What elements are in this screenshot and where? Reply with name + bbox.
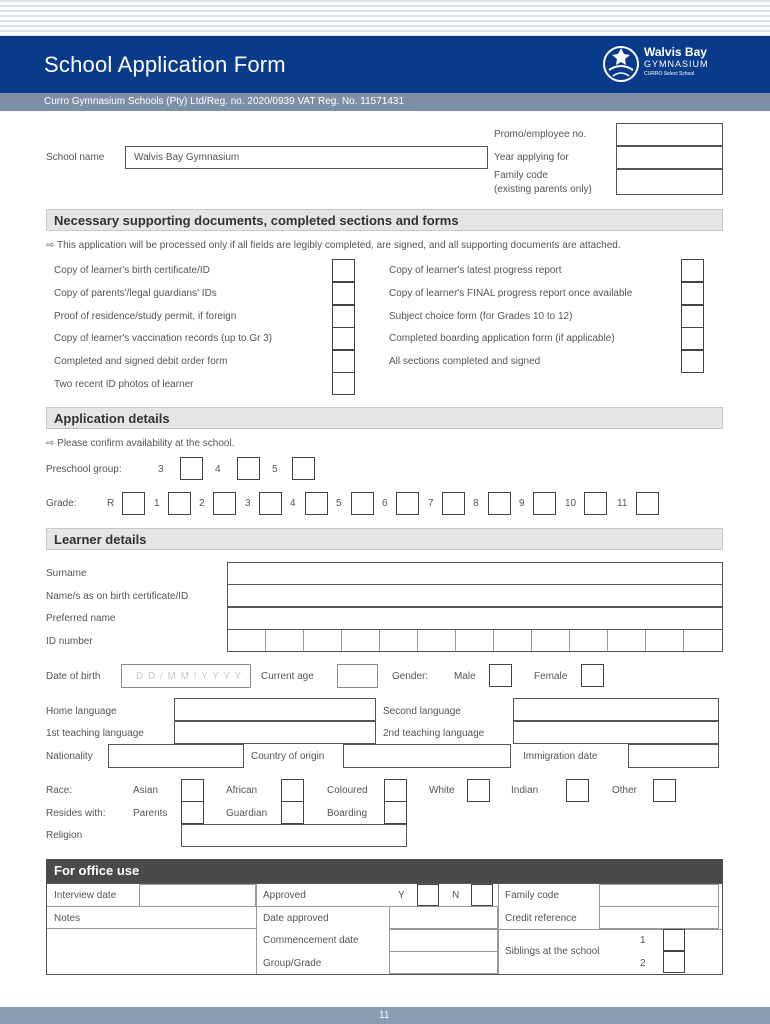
- grade-option-label: R: [107, 498, 115, 509]
- preschool-option-label: 4: [215, 464, 221, 475]
- resides-checkbox[interactable]: [281, 801, 304, 824]
- current-age-label: Current age: [261, 671, 314, 682]
- id-divider: [417, 630, 418, 651]
- second-teaching-language-field[interactable]: [513, 721, 719, 744]
- grade-option-label: 2: [199, 498, 205, 509]
- race-checkbox[interactable]: [281, 779, 304, 802]
- grade-checkbox[interactable]: [442, 492, 465, 515]
- resides-option-label: Boarding: [327, 808, 368, 819]
- credit-reference-label: Credit reference: [505, 913, 577, 924]
- date-approved-label: Date approved: [263, 913, 329, 924]
- race-option-label: Asian: [133, 785, 159, 796]
- grade-checkbox[interactable]: [168, 492, 191, 515]
- id-divider: [645, 630, 646, 651]
- id-divider: [531, 630, 532, 651]
- race-option-label: White: [429, 785, 455, 796]
- doc-left-checkbox[interactable]: [332, 282, 355, 305]
- office-section-title: For office use: [54, 863, 140, 878]
- grade-checkbox[interactable]: [396, 492, 419, 515]
- family-code-office-field[interactable]: [599, 884, 719, 907]
- office-divider: [47, 928, 256, 929]
- race-checkbox[interactable]: [467, 779, 490, 802]
- race-label: Race:: [46, 785, 73, 796]
- family-code-sub-label: (existing parents only): [494, 184, 592, 195]
- id-divider: [265, 630, 266, 651]
- logo-sub: GYMNASIUM: [644, 59, 709, 69]
- preschool-checkbox[interactable]: [237, 457, 260, 480]
- application-note: ⇨ Please confirm availability at the school.: [46, 438, 235, 449]
- religion-label: Religion: [46, 830, 83, 841]
- id-number-field[interactable]: [227, 629, 723, 652]
- doc-right-checkbox[interactable]: [681, 282, 704, 305]
- dob-label: Date of birth: [46, 671, 101, 682]
- second-teaching-language-label: 2nd teaching language: [383, 728, 485, 739]
- doc-left-checkbox[interactable]: [332, 350, 355, 373]
- siblings-label: Siblings at the school: [505, 946, 600, 957]
- id-divider: [341, 630, 342, 651]
- country-origin-label: Country of origin: [251, 751, 325, 762]
- names-label: Name/s as on birth certificate/ID: [46, 591, 189, 602]
- doc-right-checkbox[interactable]: [681, 327, 704, 350]
- school-name-label: School name: [46, 152, 105, 163]
- home-language-label: Home language: [46, 706, 117, 717]
- race-option-label: Indian: [511, 785, 539, 796]
- promo-field[interactable]: [616, 123, 723, 146]
- year-label: Year applying for: [494, 152, 569, 163]
- resides-option-label: Parents: [133, 808, 168, 819]
- id-divider: [493, 630, 494, 651]
- surname-label: Surname: [46, 568, 87, 579]
- doc-right-checkbox[interactable]: [681, 350, 704, 373]
- resides-option-label: Guardian: [226, 808, 268, 819]
- registration-text: Curro Gymnasium Schools (Pty) Ltd/Reg. no. 2020/0939 VAT Reg. No. 11571431: [44, 96, 405, 107]
- doc-right-label: Copy of learner's FINAL progress report once available: [389, 288, 633, 299]
- grade-option-label: 11: [617, 498, 628, 509]
- interview-date-field[interactable]: [139, 884, 256, 907]
- logo-name: Walvis Bay: [644, 45, 707, 59]
- office-divider: [47, 906, 256, 907]
- doc-left-label: Copy of parents'/legal guardians' IDs: [54, 288, 217, 299]
- doc-left-label: Copy of learner's vaccination records (up to Gr 3): [54, 333, 273, 344]
- id-divider: [683, 630, 684, 651]
- logo-tagline: CURRO Select School: [644, 71, 695, 77]
- religion-field[interactable]: [181, 824, 407, 847]
- school-crest-icon: [601, 40, 641, 88]
- grade-checkbox[interactable]: [351, 492, 374, 515]
- gender-label: Gender:: [392, 671, 429, 682]
- approved-no-label: N: [452, 890, 460, 901]
- grade-label: Grade:: [46, 498, 77, 509]
- sibling-1-checkbox[interactable]: [663, 929, 685, 951]
- documents-section-title: Necessary supporting documents, completed sections and forms: [54, 213, 459, 228]
- doc-right-checkbox[interactable]: [681, 259, 704, 282]
- interview-date-label: Interview date: [54, 890, 117, 901]
- doc-right-label: Subject choice form (for Grades 10 to 12): [389, 311, 573, 322]
- grade-option-label: 5: [336, 498, 342, 509]
- male-checkbox[interactable]: [489, 664, 512, 687]
- doc-right-label: Completed boarding application form (if applicable): [389, 333, 615, 344]
- first-teaching-language-label: 1st teaching language: [46, 728, 144, 739]
- office-section-header: [46, 859, 723, 883]
- preschool-checkbox[interactable]: [180, 457, 203, 480]
- year-field[interactable]: [616, 146, 723, 169]
- doc-right-label: Copy of learner's latest progress report: [389, 265, 562, 276]
- office-divider: [256, 884, 257, 974]
- id-divider: [607, 630, 608, 651]
- family-code-office-label: Family code: [505, 890, 559, 901]
- preschool-label: Preschool group:: [46, 464, 122, 475]
- immigration-date-field[interactable]: [628, 744, 719, 768]
- doc-left-label: Completed and signed debit order form: [54, 356, 228, 367]
- race-checkbox[interactable]: [181, 779, 204, 802]
- learner-section-header: [46, 528, 723, 550]
- immigration-date-label: Immigration date: [523, 751, 598, 762]
- resides-checkbox[interactable]: [384, 801, 407, 824]
- commencement-field[interactable]: [389, 929, 498, 952]
- race-option-label: African: [226, 785, 258, 796]
- header-stripes: [0, 0, 770, 36]
- commencement-label: Commencement date: [263, 935, 359, 946]
- current-age-field[interactable]: [337, 664, 378, 688]
- doc-left-label: Proof of residence/study permit, if foreign: [54, 311, 237, 322]
- promo-label: Promo/employee no.: [494, 129, 587, 140]
- surname-field[interactable]: [227, 562, 723, 585]
- doc-left-checkbox[interactable]: [332, 372, 355, 395]
- preschool-option-label: 3: [158, 464, 164, 475]
- names-field[interactable]: [227, 584, 723, 607]
- resides-label: Resides with:: [46, 808, 106, 819]
- approved-yes-label: Y: [398, 890, 405, 901]
- grade-option-label: 7: [428, 498, 434, 509]
- race-checkbox[interactable]: [384, 779, 407, 802]
- grade-option-label: 9: [519, 498, 525, 509]
- notes-label: Notes: [54, 913, 81, 924]
- approved-label: Approved: [263, 890, 306, 901]
- doc-left-checkbox[interactable]: [332, 259, 355, 282]
- race-checkbox[interactable]: [653, 779, 676, 802]
- credit-reference-field[interactable]: [599, 906, 719, 929]
- second-language-label: Second language: [383, 706, 461, 717]
- grade-option-label: 8: [473, 498, 479, 509]
- grade-checkbox[interactable]: [213, 492, 236, 515]
- page-title: School Application Form: [44, 52, 286, 77]
- grade-checkbox[interactable]: [305, 492, 328, 515]
- nationality-label: Nationality: [46, 751, 93, 762]
- dob-placeholder: D D / M M / Y Y Y Y: [136, 671, 243, 682]
- sibling-2-label: 2: [640, 958, 646, 969]
- preschool-checkbox[interactable]: [292, 457, 315, 480]
- family-code-field[interactable]: [616, 169, 723, 195]
- grade-checkbox[interactable]: [584, 492, 607, 515]
- doc-right-checkbox[interactable]: [681, 305, 704, 328]
- country-origin-field[interactable]: [343, 744, 511, 768]
- grade-checkbox[interactable]: [533, 492, 556, 515]
- group-grade-label: Group/Grade: [263, 958, 322, 969]
- id-number-label: ID number: [46, 636, 93, 647]
- preschool-option-label: 5: [272, 464, 278, 475]
- grade-checkbox[interactable]: [122, 492, 145, 515]
- date-approved-field[interactable]: [389, 906, 498, 929]
- page-number: 11: [379, 1010, 390, 1021]
- approved-no-checkbox[interactable]: [471, 884, 493, 906]
- office-divider: [499, 929, 722, 930]
- doc-left-checkbox[interactable]: [332, 305, 355, 328]
- grade-option-label: 1: [154, 498, 160, 509]
- documents-note: ⇨ This application will be processed only if all fields are legibly completed, are signed, and all supporting documents are attached.: [46, 240, 621, 251]
- male-label: Male: [454, 671, 476, 682]
- race-option-label: Coloured: [327, 785, 368, 796]
- resides-checkbox[interactable]: [181, 801, 204, 824]
- grade-checkbox[interactable]: [259, 492, 282, 515]
- female-label: Female: [534, 671, 568, 682]
- female-checkbox[interactable]: [581, 664, 604, 687]
- learner-section-title: Learner details: [54, 532, 147, 547]
- preferred-name-label: Preferred name: [46, 613, 116, 624]
- grade-checkbox[interactable]: [488, 492, 511, 515]
- doc-left-checkbox[interactable]: [332, 327, 355, 350]
- race-checkbox[interactable]: [566, 779, 589, 802]
- home-language-field[interactable]: [174, 698, 376, 721]
- id-divider: [569, 630, 570, 651]
- grade-option-label: 4: [290, 498, 296, 509]
- id-divider: [379, 630, 380, 651]
- family-code-label: Family code: [494, 170, 548, 181]
- grade-option-label: 6: [382, 498, 388, 509]
- doc-right-label: All sections completed and signed: [389, 356, 541, 367]
- grade-option-label: 3: [245, 498, 251, 509]
- nationality-field[interactable]: [108, 744, 244, 768]
- second-language-field[interactable]: [513, 698, 719, 721]
- grade-option-label: 10: [565, 498, 577, 509]
- id-divider: [303, 630, 304, 651]
- approved-yes-checkbox[interactable]: [417, 884, 439, 906]
- id-divider: [455, 630, 456, 651]
- school-name-value: Walvis Bay Gymnasium: [134, 152, 240, 163]
- doc-left-label: Two recent ID photos of learner: [54, 379, 194, 390]
- application-section-title: Application details: [54, 411, 170, 426]
- sibling-1-label: 1: [640, 935, 646, 946]
- grade-checkbox[interactable]: [636, 492, 659, 515]
- race-option-label: Other: [612, 785, 638, 796]
- sibling-2-checkbox[interactable]: [663, 951, 685, 973]
- preferred-name-field[interactable]: [227, 607, 723, 630]
- group-grade-field[interactable]: [389, 951, 498, 974]
- doc-left-label: Copy of learner's birth certificate/ID: [54, 265, 210, 276]
- first-teaching-language-field[interactable]: [174, 721, 376, 744]
